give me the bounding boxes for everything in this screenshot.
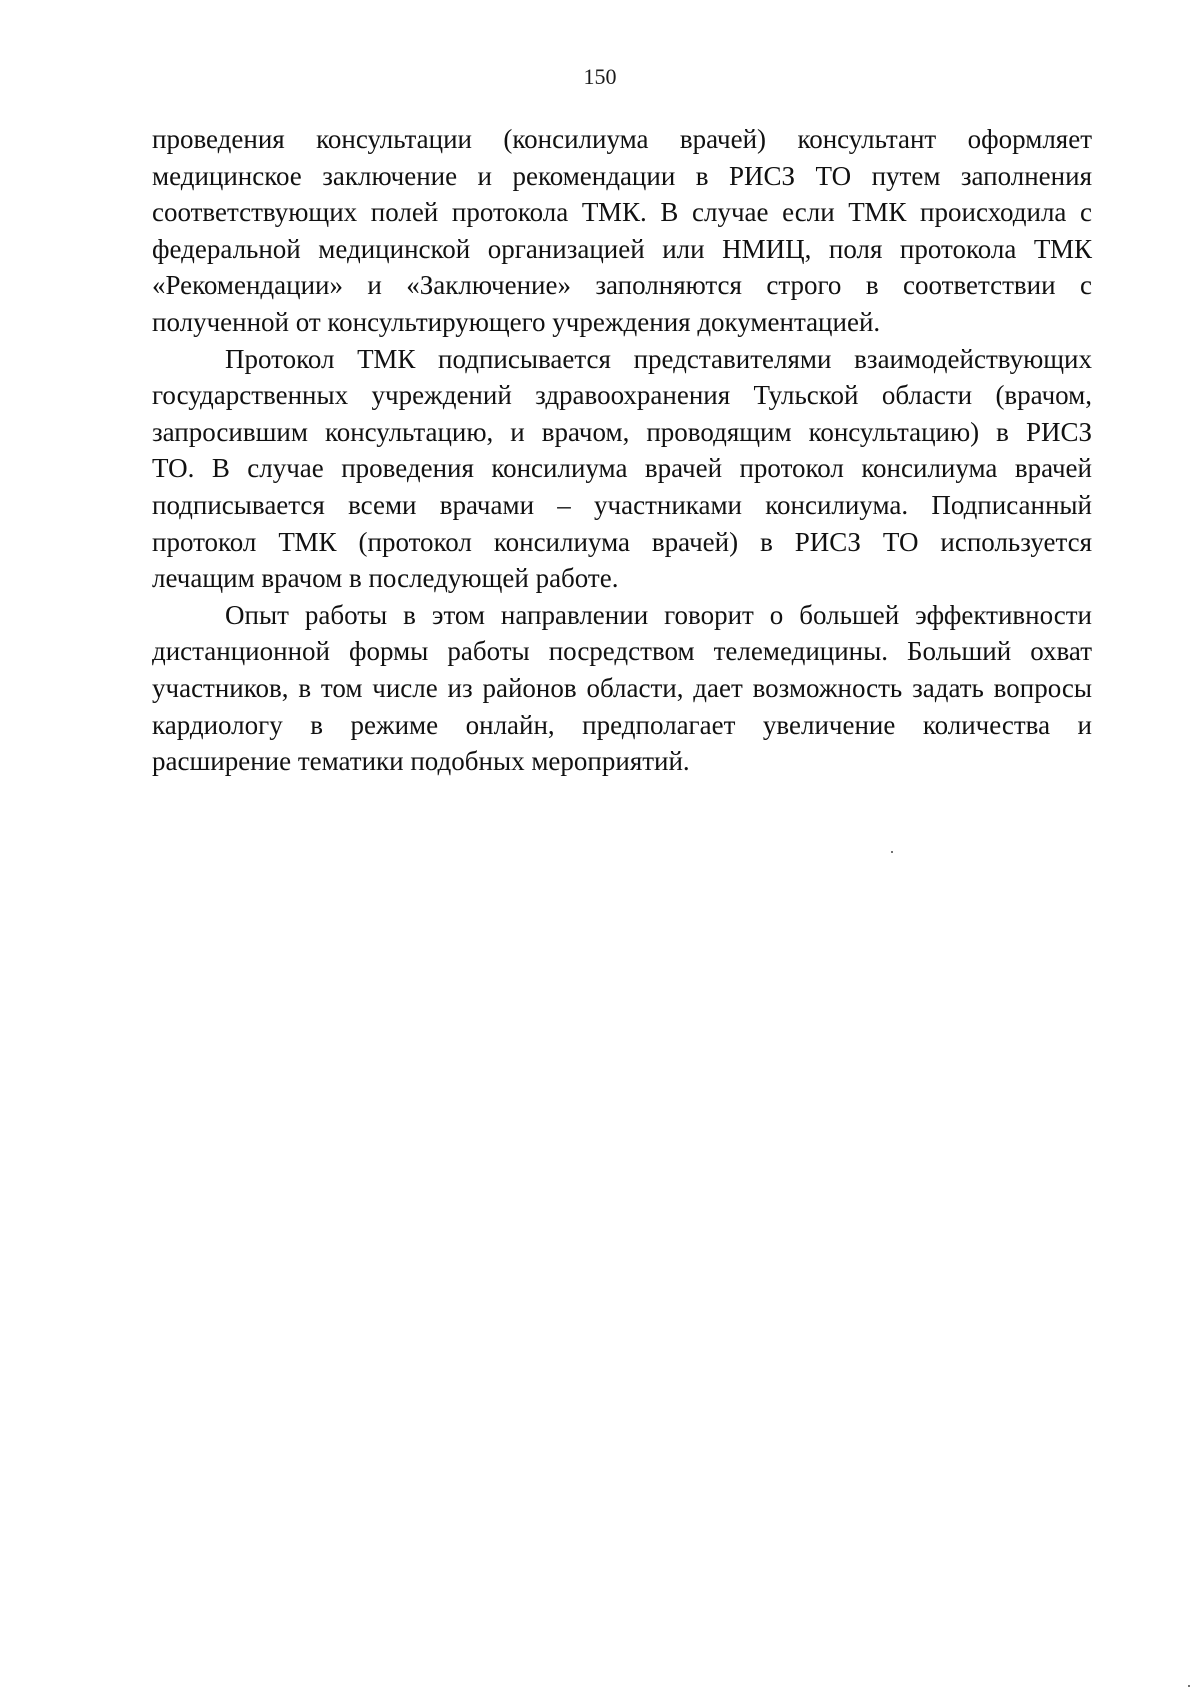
body-text	[152, 121, 1092, 780]
text-line: «Рекомендации» и «Заключение» заполняются строго в соответствии с	[152, 270, 1092, 301]
text-line: лечащим врачом в последующей работе.	[152, 563, 619, 594]
text-line: медицинское заключение и рекомендации в РИСЗ ТО путем заполнения	[152, 160, 1092, 191]
text-line: кардиологу в режиме онлайн, предполагает увеличение количества и	[152, 709, 1092, 740]
text-line: протокол ТМК (протокол консилиума врачей) в РИСЗ ТО используется	[152, 526, 1092, 557]
text-line: дистанционной формы работы посредством телемедицины. Больший охват	[152, 636, 1092, 667]
text-line: запросившим консультацию, и врачом, проводящим консультацию) в РИСЗ	[152, 416, 1092, 447]
text-line: проведения консультации (консилиума врачей) консультант оформляет	[152, 124, 1092, 154]
text-line: участников, в том числе из районов области, дает возможность задать вопросы	[152, 672, 1092, 703]
text-line: Опыт работы в этом направлении говорит о большей эффективности	[225, 599, 1092, 630]
scan-speck	[1188, 1685, 1190, 1687]
paragraph-2	[152, 341, 1092, 597]
text-line: ТО. В случае проведения консилиума врачей протокол консилиума врачей	[152, 453, 1092, 484]
page-number: 150	[583, 64, 617, 89]
text-line: государственных учреждений здравоохранения Тульской области (врачом,	[152, 380, 1092, 411]
paragraph-3	[152, 597, 1092, 780]
text-line: расширение тематики подобных мероприятий.	[152, 746, 690, 777]
text-line: подписывается всеми врачами – участниками консилиума. Подписанный	[152, 489, 1092, 520]
text-line: соответствующих полей протокола ТМК. В случае если ТМК происходила с	[152, 197, 1092, 228]
paragraph-1	[152, 121, 1092, 341]
scan-speck	[891, 851, 893, 853]
text-line: федеральной медицинской организацией или НМИЦ, поля протокола ТМК	[152, 233, 1092, 264]
text-line: Протокол ТМК подписывается представителями взаимодействующих	[225, 343, 1092, 374]
text-line: полученной от консультирующего учреждения документацией.	[152, 306, 881, 337]
